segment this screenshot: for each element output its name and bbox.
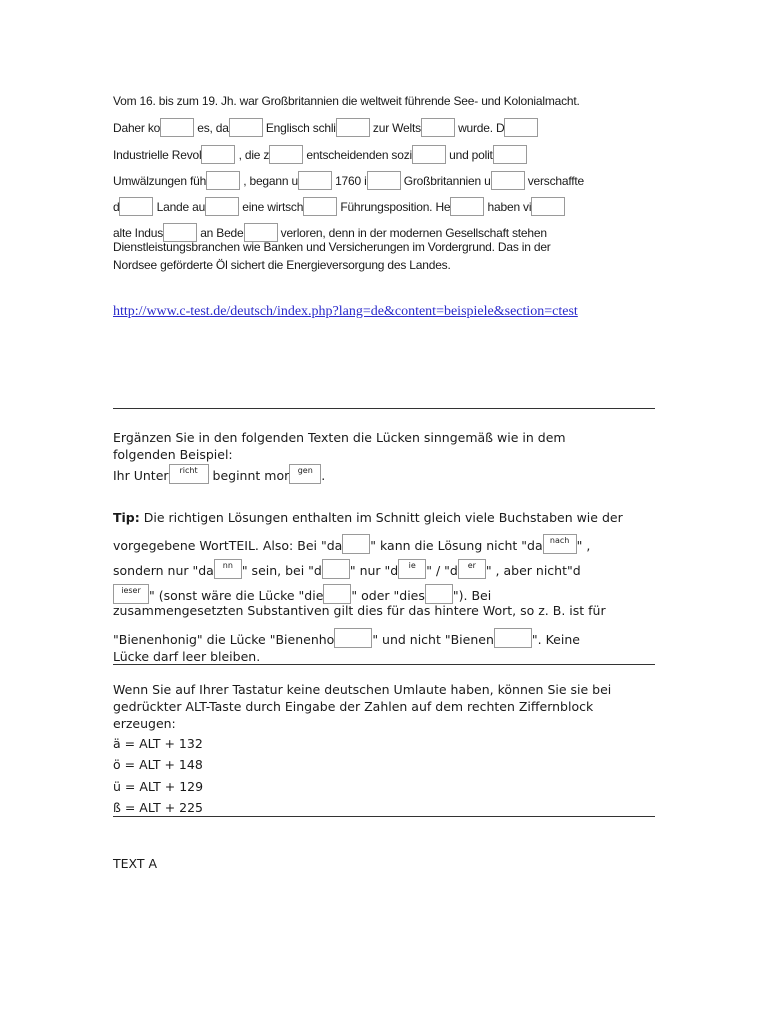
gap-input[interactable] <box>531 197 565 216</box>
hint-gap: ie <box>398 559 426 579</box>
text-line-4: Umwälzungen füh , begann u 1760 i Großbritannien u verschaffte <box>113 171 584 190</box>
gap-input[interactable] <box>229 118 263 137</box>
gap-input[interactable] <box>494 628 532 648</box>
hint-gap: ieser <box>113 584 149 604</box>
hint-gap: nach <box>543 534 577 554</box>
gap-input[interactable] <box>160 118 194 137</box>
gap-input[interactable] <box>298 171 332 190</box>
umlaut-code: ß = ALT + 225 <box>113 800 204 815</box>
gap-input[interactable] <box>450 197 484 216</box>
section-title: TEXT A <box>113 856 158 871</box>
divider <box>113 664 655 665</box>
text-line-8: Nordsee geförderte Öl sichert die Energieversorgung des Landes. <box>113 258 451 272</box>
tip-label: Tip: <box>113 510 140 525</box>
document-page: Vom 16. bis zum 19. Jh. war Großbritannien die weltweit führende See- und Kolonialmacht. Daher ko es, da Englisch schli zur Welts wurde. D Industrielle Revol , die z entscheidenden sozi und polit Umwälzungen füh , begann u 1760 i Großbritannien u verschaffte d Lande au eine wirtsch Führungsposition. He haben vi alte Indus an Bede verloren, denn in der modernen Gesellschaft stehen Dienstleistungsbranchen wie Banken und Versicherungen im Vordergrund. Das in der Nordsee geförderte Öl sichert die Energieversorgung des Landes. http://www.c-test.de/deutsch/index.php?lang=de&content=beispiele&section=ctest Ergänzen Sie in den folgenden Texten die Lücken sinngemäß wie in dem folgenden Beispiel: Ihr Unter richt beginnt mor gen . Tip: Die richtigen Lösungen enthalten im Schnitt gleich viele Buchstaben wie der vorgegebene WortTEIL. Also: Bei "da " kann die Lösung nicht "da nach " , sondern nur "da nn " sein, bei "d " nur "d ie " / "d er " , aber nicht"d ieser " (sonst wäre die Lücke "die " oder "dies "). Bei zusammengesetzten Substantiven gilt dies für das hintere Wort, so z. B. ist für "Bienenhonig" die Lücke "Bienenho " und nicht "Bienen ". Keine Lücke darf leer bleiben. Wenn Sie auf Ihrer Tastatur keine deutschen Umlaute haben, können Sie sie bei gedrückter ALT-Taste durch Eingabe der Zahlen auf dem rechten Ziffernblock erzeugen: ä = ALT + 132 ö = ALT + 148 ü = ALT + 129 ß = ALT + 225 TEXT A <box>0 0 768 1024</box>
umlaut-code: ä = ALT + 132 <box>113 736 203 751</box>
gap-input[interactable] <box>119 197 153 216</box>
gap-input[interactable] <box>504 118 538 137</box>
text-line-3: Industrielle Revol , die z entscheidenden sozi und polit <box>113 145 527 164</box>
divider <box>113 816 655 817</box>
gap-input[interactable] <box>342 534 370 554</box>
gap-input[interactable] <box>491 171 525 190</box>
gap-input[interactable] <box>425 584 453 604</box>
text-line-7: Dienstleistungsbranchen wie Banken und Versicherungen im Vordergrund. Das in der <box>113 240 551 254</box>
gap-input[interactable] <box>334 628 372 648</box>
hint-gap: er <box>458 559 486 579</box>
umlaut-code: ö = ALT + 148 <box>113 757 203 772</box>
gap-input[interactable] <box>421 118 455 137</box>
gap-input[interactable] <box>205 197 239 216</box>
text-line-2: Daher ko es, da Englisch schli zur Welts wurde. D <box>113 118 538 137</box>
divider <box>113 408 655 409</box>
text-line-6: alte Indus an Bede verloren, denn in der modernen Gesellschaft stehen <box>113 223 547 242</box>
gap-input[interactable] <box>269 145 303 164</box>
example-gap: richt <box>169 464 209 484</box>
gap-input[interactable] <box>201 145 235 164</box>
ctest-link[interactable]: http://www.c-test.de/deutsch/index.php?lang=de&content=beispiele&section=ctest <box>113 304 578 319</box>
gap-input[interactable] <box>336 118 370 137</box>
text-line-5: d Lande au eine wirtsch Führungsposition. He haben vi <box>113 197 565 216</box>
example-line: Ihr Unter richt beginnt mor gen . <box>113 466 326 483</box>
gap-input[interactable] <box>303 197 337 216</box>
example-gap: gen <box>289 464 321 484</box>
text-line-1: Vom 16. bis zum 19. Jh. war Großbritannien die weltweit führende See- und Kolonialmacht. <box>113 94 580 108</box>
umlaut-code: ü = ALT + 129 <box>113 779 204 794</box>
hint-gap: nn <box>214 559 242 579</box>
gap-input[interactable] <box>367 171 401 190</box>
gap-input[interactable] <box>206 171 240 190</box>
gap-input[interactable] <box>322 559 350 579</box>
gap-input[interactable] <box>412 145 446 164</box>
gap-input[interactable] <box>323 584 351 604</box>
gap-input[interactable] <box>493 145 527 164</box>
